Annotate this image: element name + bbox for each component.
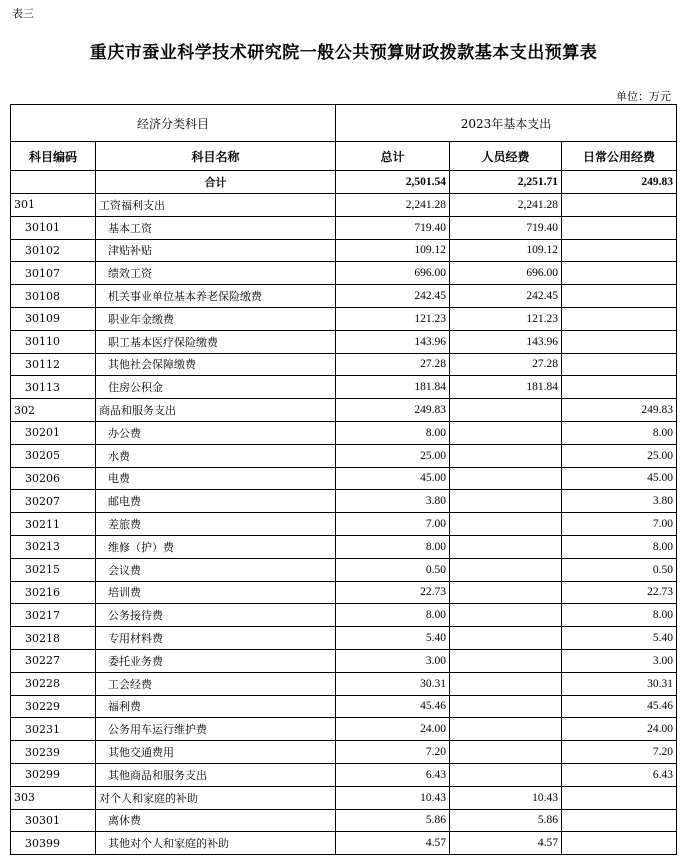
row-public bbox=[562, 285, 677, 308]
row-code: 30207 bbox=[11, 490, 96, 513]
row-personnel bbox=[450, 535, 562, 558]
table-row bbox=[11, 672, 677, 695]
row-personnel bbox=[450, 399, 562, 422]
header-code: 科目编码 bbox=[11, 142, 96, 171]
table-row bbox=[11, 535, 677, 558]
row-public: 24.00 bbox=[562, 718, 677, 741]
table-row bbox=[11, 194, 677, 217]
row-public bbox=[562, 239, 677, 262]
table-row bbox=[11, 581, 677, 604]
row-total: 3.80 bbox=[336, 490, 450, 513]
row-total: 24.00 bbox=[336, 718, 450, 741]
row-total: 249.83 bbox=[336, 399, 450, 422]
row-total: 719.40 bbox=[336, 216, 450, 239]
row-personnel bbox=[450, 513, 562, 536]
table-row bbox=[11, 786, 677, 809]
row-code: 30215 bbox=[11, 558, 96, 581]
row-public: 45.00 bbox=[562, 467, 677, 490]
row-total: 109.12 bbox=[336, 239, 450, 262]
row-name: 机关事业单位基本养老保险缴费 bbox=[96, 285, 336, 308]
row-name: 其他社会保障缴费 bbox=[96, 353, 336, 376]
row-name: 差旅费 bbox=[96, 513, 336, 536]
row-public: 7.00 bbox=[562, 513, 677, 536]
row-name: 专用材料费 bbox=[96, 627, 336, 650]
row-code: 30107 bbox=[11, 262, 96, 285]
total-label: 合计 bbox=[96, 171, 336, 194]
row-public bbox=[562, 832, 677, 855]
table-row bbox=[11, 444, 677, 467]
row-public bbox=[562, 262, 677, 285]
group-header-row bbox=[11, 105, 677, 142]
row-code: 303 bbox=[11, 786, 96, 809]
row-total: 7.00 bbox=[336, 513, 450, 536]
row-code: 30229 bbox=[11, 695, 96, 718]
row-code: 30399 bbox=[11, 832, 96, 855]
row-total: 181.84 bbox=[336, 376, 450, 399]
row-personnel bbox=[450, 718, 562, 741]
row-personnel bbox=[450, 649, 562, 672]
unit-label: 单位：万元 bbox=[616, 90, 671, 103]
row-personnel: 121.23 bbox=[450, 307, 562, 330]
row-personnel bbox=[450, 627, 562, 650]
row-personnel: 696.00 bbox=[450, 262, 562, 285]
row-total: 45.46 bbox=[336, 695, 450, 718]
row-personnel: 27.28 bbox=[450, 353, 562, 376]
row-personnel bbox=[450, 763, 562, 786]
row-name: 离休费 bbox=[96, 809, 336, 832]
row-code: 30110 bbox=[11, 330, 96, 353]
row-total: 6.43 bbox=[336, 763, 450, 786]
column-header-row bbox=[11, 142, 677, 171]
row-name: 水费 bbox=[96, 444, 336, 467]
row-name: 基本工资 bbox=[96, 216, 336, 239]
row-total: 22.73 bbox=[336, 581, 450, 604]
row-total: 143.96 bbox=[336, 330, 450, 353]
row-code: 30217 bbox=[11, 604, 96, 627]
row-personnel bbox=[450, 741, 562, 764]
row-public: 45.46 bbox=[562, 695, 677, 718]
row-name: 住房公积金 bbox=[96, 376, 336, 399]
row-personnel: 2,241.28 bbox=[450, 194, 562, 217]
row-total: 7.20 bbox=[336, 741, 450, 764]
row-name: 其他对个人和家庭的补助 bbox=[96, 832, 336, 855]
row-total: 2,241.28 bbox=[336, 194, 450, 217]
row-name: 职工基本医疗保险缴费 bbox=[96, 330, 336, 353]
row-personnel bbox=[450, 695, 562, 718]
row-name: 邮电费 bbox=[96, 490, 336, 513]
table-row bbox=[11, 421, 677, 444]
row-public: 6.43 bbox=[562, 763, 677, 786]
row-name: 维修（护）费 bbox=[96, 535, 336, 558]
table-row bbox=[11, 353, 677, 376]
row-code: 30218 bbox=[11, 627, 96, 650]
table-row bbox=[11, 627, 677, 650]
row-code: 30227 bbox=[11, 649, 96, 672]
row-total: 5.86 bbox=[336, 809, 450, 832]
row-code: 30201 bbox=[11, 421, 96, 444]
table-row bbox=[11, 558, 677, 581]
row-name: 办公费 bbox=[96, 421, 336, 444]
row-public: 8.00 bbox=[562, 535, 677, 558]
row-name: 对个人和家庭的补助 bbox=[96, 786, 336, 809]
row-public: 22.73 bbox=[562, 581, 677, 604]
page-title: 重庆市蚕业科学技术研究院一般公共预算财政拨款基本支出预算表 bbox=[89, 43, 598, 63]
row-public bbox=[562, 216, 677, 239]
row-public bbox=[562, 330, 677, 353]
total-code-cell bbox=[11, 171, 96, 194]
header-classification: 经济分类科目 bbox=[11, 105, 336, 142]
total-row bbox=[11, 171, 677, 194]
row-code: 30301 bbox=[11, 809, 96, 832]
row-name: 工资福利支出 bbox=[96, 194, 336, 217]
row-personnel bbox=[450, 604, 562, 627]
header-total: 总计 bbox=[336, 142, 450, 171]
row-total: 45.00 bbox=[336, 467, 450, 490]
row-name: 商品和服务支出 bbox=[96, 399, 336, 422]
row-code: 30102 bbox=[11, 239, 96, 262]
total-public: 249.83 bbox=[562, 171, 677, 194]
row-personnel bbox=[450, 581, 562, 604]
row-code: 30205 bbox=[11, 444, 96, 467]
table-row bbox=[11, 763, 677, 786]
table-row bbox=[11, 695, 677, 718]
row-total: 8.00 bbox=[336, 604, 450, 627]
table-row bbox=[11, 216, 677, 239]
row-total: 30.31 bbox=[336, 672, 450, 695]
table-row bbox=[11, 330, 677, 353]
row-personnel bbox=[450, 490, 562, 513]
table-tag: 表三 bbox=[12, 7, 34, 20]
row-personnel: 181.84 bbox=[450, 376, 562, 399]
row-total: 10.43 bbox=[336, 786, 450, 809]
row-code: 30228 bbox=[11, 672, 96, 695]
row-total: 696.00 bbox=[336, 262, 450, 285]
row-code: 30213 bbox=[11, 535, 96, 558]
header-public: 日常公用经费 bbox=[562, 142, 677, 171]
row-code: 30109 bbox=[11, 307, 96, 330]
row-personnel bbox=[450, 444, 562, 467]
row-name: 其他交通费用 bbox=[96, 741, 336, 764]
row-personnel: 719.40 bbox=[450, 216, 562, 239]
table-row bbox=[11, 262, 677, 285]
row-name: 公务用车运行维护费 bbox=[96, 718, 336, 741]
row-personnel: 10.43 bbox=[450, 786, 562, 809]
row-public: 249.83 bbox=[562, 399, 677, 422]
row-public bbox=[562, 353, 677, 376]
row-code: 301 bbox=[11, 194, 96, 217]
table-row bbox=[11, 809, 677, 832]
row-code: 30108 bbox=[11, 285, 96, 308]
row-name: 津贴补贴 bbox=[96, 239, 336, 262]
table-row bbox=[11, 832, 677, 855]
row-public bbox=[562, 194, 677, 217]
total-personnel: 2,251.71 bbox=[450, 171, 562, 194]
row-code: 30112 bbox=[11, 353, 96, 376]
row-public: 3.80 bbox=[562, 490, 677, 513]
row-personnel bbox=[450, 421, 562, 444]
table-row bbox=[11, 604, 677, 627]
row-total: 121.23 bbox=[336, 307, 450, 330]
row-code: 30211 bbox=[11, 513, 96, 536]
row-total: 242.45 bbox=[336, 285, 450, 308]
table-row bbox=[11, 285, 677, 308]
row-name: 福利费 bbox=[96, 695, 336, 718]
row-public: 3.00 bbox=[562, 649, 677, 672]
row-personnel: 4.57 bbox=[450, 832, 562, 855]
row-code: 30113 bbox=[11, 376, 96, 399]
row-total: 4.57 bbox=[336, 832, 450, 855]
table-row bbox=[11, 376, 677, 399]
header-budget: 2023年基本支出 bbox=[336, 105, 677, 142]
table-row bbox=[11, 649, 677, 672]
row-total: 0.50 bbox=[336, 558, 450, 581]
row-personnel: 109.12 bbox=[450, 239, 562, 262]
row-total: 8.00 bbox=[336, 421, 450, 444]
row-name: 职业年金缴费 bbox=[96, 307, 336, 330]
row-code: 302 bbox=[11, 399, 96, 422]
row-public: 8.00 bbox=[562, 421, 677, 444]
row-code: 30239 bbox=[11, 741, 96, 764]
row-name: 培训费 bbox=[96, 581, 336, 604]
table-row bbox=[11, 399, 677, 422]
row-total: 8.00 bbox=[336, 535, 450, 558]
row-public: 5.40 bbox=[562, 627, 677, 650]
row-code: 30216 bbox=[11, 581, 96, 604]
row-personnel: 242.45 bbox=[450, 285, 562, 308]
row-name: 委托业务费 bbox=[96, 649, 336, 672]
row-name: 公务接待费 bbox=[96, 604, 336, 627]
row-total: 27.28 bbox=[336, 353, 450, 376]
row-name: 绩效工资 bbox=[96, 262, 336, 285]
row-public bbox=[562, 786, 677, 809]
row-public: 7.20 bbox=[562, 741, 677, 764]
row-name: 电费 bbox=[96, 467, 336, 490]
row-public: 30.31 bbox=[562, 672, 677, 695]
table-row bbox=[11, 467, 677, 490]
row-name: 会议费 bbox=[96, 558, 336, 581]
row-personnel: 5.86 bbox=[450, 809, 562, 832]
header-name: 科目名称 bbox=[96, 142, 336, 171]
row-code: 30206 bbox=[11, 467, 96, 490]
total-total: 2,501.54 bbox=[336, 171, 450, 194]
row-personnel bbox=[450, 558, 562, 581]
row-public bbox=[562, 809, 677, 832]
row-personnel bbox=[450, 467, 562, 490]
row-total: 25.00 bbox=[336, 444, 450, 467]
row-code: 30231 bbox=[11, 718, 96, 741]
header-personnel: 人员经费 bbox=[450, 142, 562, 171]
row-public: 8.00 bbox=[562, 604, 677, 627]
row-name: 其他商品和服务支出 bbox=[96, 763, 336, 786]
table-row bbox=[11, 239, 677, 262]
row-name: 工会经费 bbox=[96, 672, 336, 695]
row-total: 5.40 bbox=[336, 627, 450, 650]
row-personnel: 143.96 bbox=[450, 330, 562, 353]
row-public: 0.50 bbox=[562, 558, 677, 581]
table-row bbox=[11, 513, 677, 536]
row-code: 30101 bbox=[11, 216, 96, 239]
table-row bbox=[11, 718, 677, 741]
row-personnel bbox=[450, 672, 562, 695]
table-row bbox=[11, 741, 677, 764]
row-public bbox=[562, 307, 677, 330]
row-public bbox=[562, 376, 677, 399]
row-public: 25.00 bbox=[562, 444, 677, 467]
budget-table bbox=[10, 104, 677, 855]
row-total: 3.00 bbox=[336, 649, 450, 672]
row-code: 30299 bbox=[11, 763, 96, 786]
table-row bbox=[11, 490, 677, 513]
table-row bbox=[11, 307, 677, 330]
